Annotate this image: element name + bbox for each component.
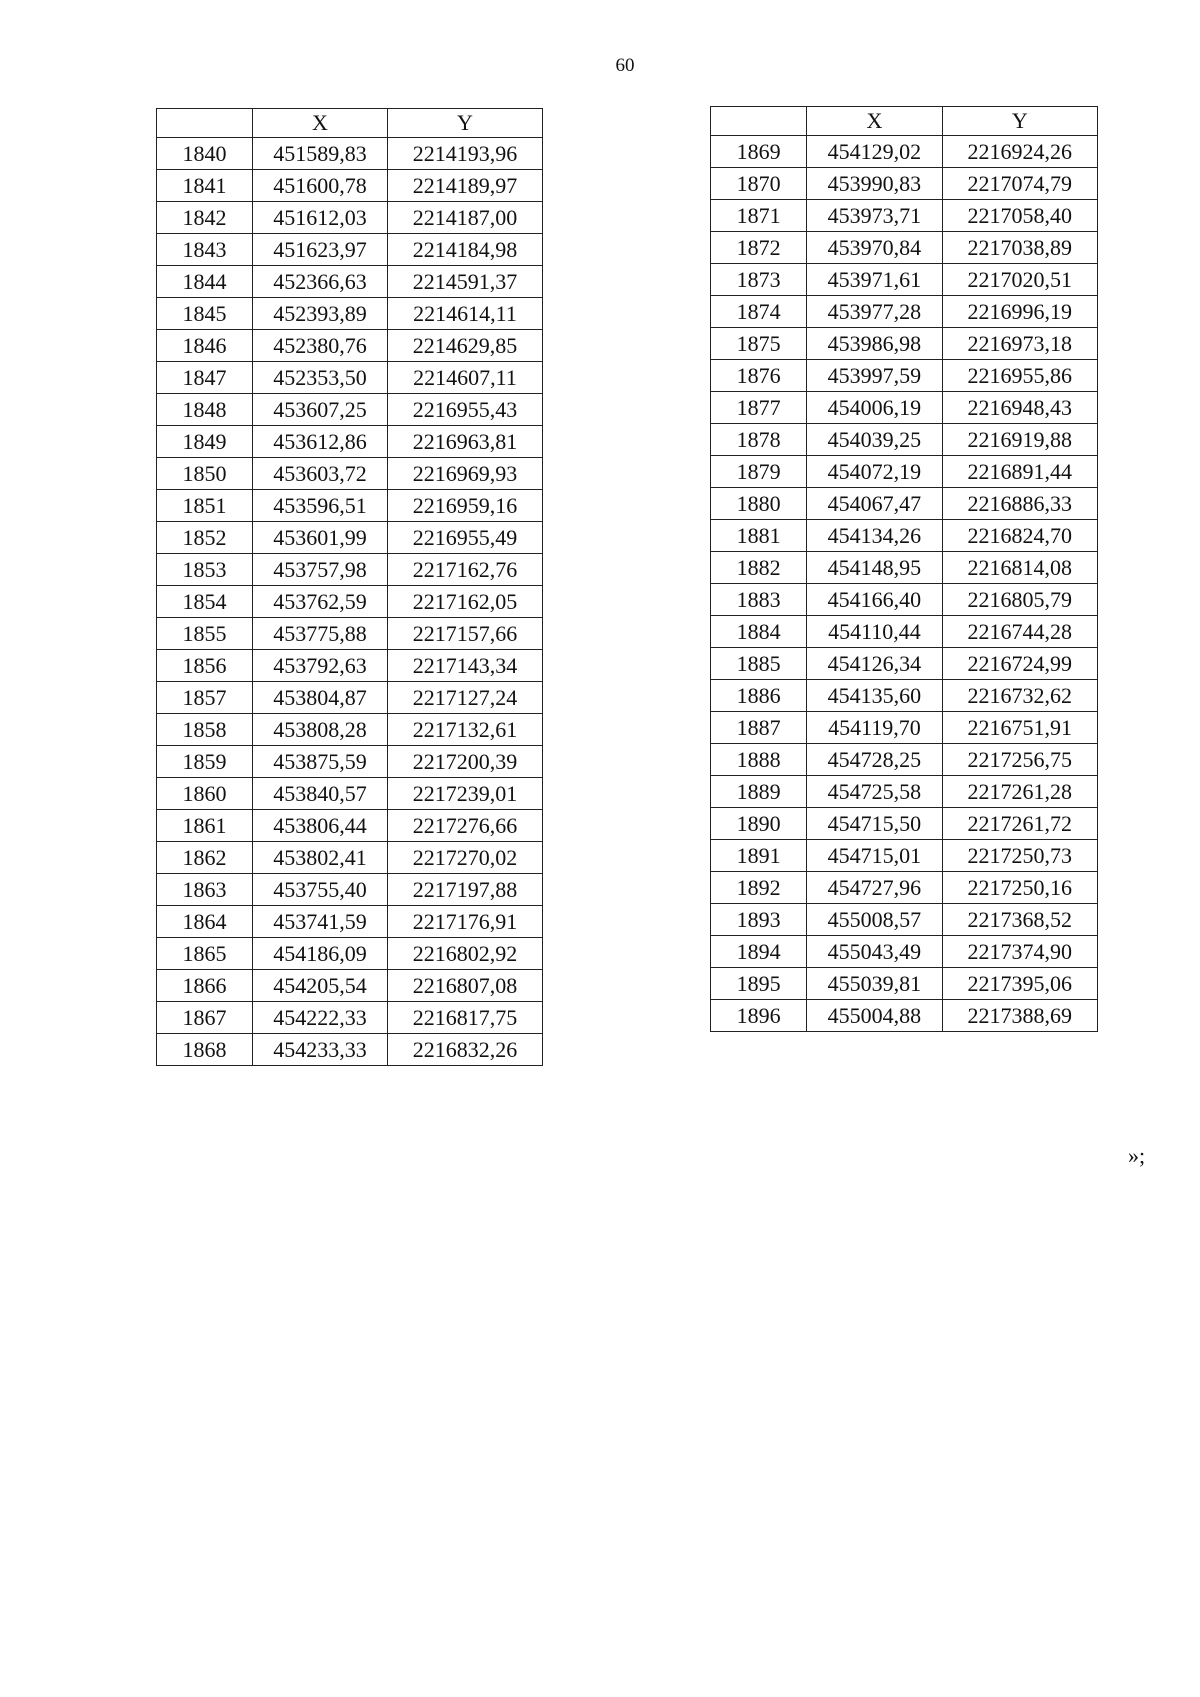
y-coordinate-cell: 2217162,76 <box>388 554 543 586</box>
table-row <box>711 264 1098 296</box>
x-coordinate-cell: 451623,97 <box>253 234 388 266</box>
y-coordinate-cell: 2217374,90 <box>942 936 1097 968</box>
x-coordinate-cell: 454715,01 <box>807 840 942 872</box>
y-coordinate-cell: 2216832,26 <box>388 1034 543 1066</box>
table-row <box>711 648 1098 680</box>
y-coordinate-cell: 2214187,00 <box>388 202 543 234</box>
table-row <box>157 362 543 394</box>
table-row <box>157 618 543 650</box>
table-row <box>157 714 543 746</box>
table-row <box>157 202 543 234</box>
y-coordinate-cell: 2217020,51 <box>942 264 1097 296</box>
point-number-cell: 1886 <box>711 680 807 712</box>
point-number-cell: 1849 <box>157 426 253 458</box>
y-coordinate-cell: 2216948,43 <box>942 392 1097 424</box>
x-coordinate-cell: 454725,58 <box>807 776 942 808</box>
point-number-cell: 1891 <box>711 840 807 872</box>
x-coordinate-cell: 453762,59 <box>253 586 388 618</box>
x-coordinate-cell: 454186,09 <box>253 938 388 970</box>
y-coordinate-cell: 2216924,26 <box>942 136 1097 168</box>
x-coordinate-cell: 453997,59 <box>807 360 942 392</box>
table-row <box>711 392 1098 424</box>
point-number-cell: 1875 <box>711 328 807 360</box>
point-number-cell: 1850 <box>157 458 253 490</box>
table-row <box>711 712 1098 744</box>
table-row <box>157 554 543 586</box>
y-coordinate-cell: 2217176,91 <box>388 906 543 938</box>
table-row <box>157 330 543 362</box>
table-row <box>157 458 543 490</box>
x-coordinate-cell: 454728,25 <box>807 744 942 776</box>
x-coordinate-cell: 454135,60 <box>807 680 942 712</box>
point-number-cell: 1846 <box>157 330 253 362</box>
point-number-cell: 1856 <box>157 650 253 682</box>
x-coordinate-cell: 453741,59 <box>253 906 388 938</box>
table-row <box>157 234 543 266</box>
table-row <box>711 328 1098 360</box>
y-coordinate-cell: 2216817,75 <box>388 1002 543 1034</box>
x-coordinate-cell: 455004,88 <box>807 1000 942 1032</box>
point-number-cell: 1845 <box>157 298 253 330</box>
y-coordinate-cell: 2217038,89 <box>942 232 1097 264</box>
point-number-cell: 1879 <box>711 456 807 488</box>
y-coordinate-cell: 2216959,16 <box>388 490 543 522</box>
table-row <box>157 266 543 298</box>
table-row <box>157 938 543 970</box>
y-coordinate-cell: 2216886,33 <box>942 488 1097 520</box>
table-row <box>711 1000 1098 1032</box>
y-coordinate-cell: 2217157,66 <box>388 618 543 650</box>
point-number-cell: 1892 <box>711 872 807 904</box>
table-row <box>711 680 1098 712</box>
x-coordinate-cell: 455008,57 <box>807 904 942 936</box>
point-number-cell: 1872 <box>711 232 807 264</box>
y-coordinate-cell: 2217276,66 <box>388 810 543 842</box>
table-row <box>157 778 543 810</box>
point-number-cell: 1855 <box>157 618 253 650</box>
x-coordinate-cell: 453977,28 <box>807 296 942 328</box>
column-header-y: Y <box>388 109 543 138</box>
x-coordinate-cell: 455043,49 <box>807 936 942 968</box>
point-number-cell: 1863 <box>157 874 253 906</box>
table-row <box>711 776 1098 808</box>
y-coordinate-cell: 2214591,37 <box>388 266 543 298</box>
point-number-cell: 1861 <box>157 810 253 842</box>
table-row <box>157 298 543 330</box>
point-number-cell: 1854 <box>157 586 253 618</box>
point-number-cell: 1867 <box>157 1002 253 1034</box>
table-row <box>157 426 543 458</box>
x-coordinate-cell: 454126,34 <box>807 648 942 680</box>
y-coordinate-cell: 2217256,75 <box>942 744 1097 776</box>
x-coordinate-cell: 451600,78 <box>253 170 388 202</box>
coordinates-table-right <box>710 106 1098 1032</box>
x-coordinate-cell: 453755,40 <box>253 874 388 906</box>
column-header-number <box>711 107 807 136</box>
y-coordinate-cell: 2217127,24 <box>388 682 543 714</box>
point-number-cell: 1853 <box>157 554 253 586</box>
table-row <box>157 970 543 1002</box>
x-coordinate-cell: 454727,96 <box>807 872 942 904</box>
y-coordinate-cell: 2217261,72 <box>942 808 1097 840</box>
table-row <box>711 872 1098 904</box>
y-coordinate-cell: 2217368,52 <box>942 904 1097 936</box>
x-coordinate-cell: 453875,59 <box>253 746 388 778</box>
y-coordinate-cell: 2216891,44 <box>942 456 1097 488</box>
x-coordinate-cell: 452380,76 <box>253 330 388 362</box>
y-coordinate-cell: 2214629,85 <box>388 330 543 362</box>
point-number-cell: 1868 <box>157 1034 253 1066</box>
point-number-cell: 1889 <box>711 776 807 808</box>
y-coordinate-cell: 2216963,81 <box>388 426 543 458</box>
x-coordinate-cell: 452393,89 <box>253 298 388 330</box>
table-row <box>157 586 543 618</box>
column-header-number <box>157 109 253 138</box>
x-coordinate-cell: 453970,84 <box>807 232 942 264</box>
x-coordinate-cell: 453792,63 <box>253 650 388 682</box>
y-coordinate-cell: 2214607,11 <box>388 362 543 394</box>
table-row <box>711 840 1098 872</box>
x-coordinate-cell: 453757,98 <box>253 554 388 586</box>
table-header-row <box>711 107 1098 136</box>
x-coordinate-cell: 453596,51 <box>253 490 388 522</box>
x-coordinate-cell: 454222,33 <box>253 1002 388 1034</box>
x-coordinate-cell: 453840,57 <box>253 778 388 810</box>
table-row <box>711 552 1098 584</box>
point-number-cell: 1865 <box>157 938 253 970</box>
x-coordinate-cell: 453990,83 <box>807 168 942 200</box>
x-coordinate-cell: 454067,47 <box>807 488 942 520</box>
table-row <box>711 936 1098 968</box>
point-number-cell: 1880 <box>711 488 807 520</box>
y-coordinate-cell: 2216751,91 <box>942 712 1097 744</box>
x-coordinate-cell: 454166,40 <box>807 584 942 616</box>
y-coordinate-cell: 2217132,61 <box>388 714 543 746</box>
y-coordinate-cell: 2216919,88 <box>942 424 1097 456</box>
point-number-cell: 1859 <box>157 746 253 778</box>
point-number-cell: 1877 <box>711 392 807 424</box>
y-coordinate-cell: 2217250,16 <box>942 872 1097 904</box>
coordinates-table-left <box>156 108 543 1066</box>
y-coordinate-cell: 2216724,99 <box>942 648 1097 680</box>
point-number-cell: 1885 <box>711 648 807 680</box>
y-coordinate-cell: 2217388,69 <box>942 1000 1097 1032</box>
x-coordinate-cell: 454205,54 <box>253 970 388 1002</box>
table-row <box>711 360 1098 392</box>
table-row <box>157 1034 543 1066</box>
x-coordinate-cell: 453986,98 <box>807 328 942 360</box>
y-coordinate-cell: 2216802,92 <box>388 938 543 970</box>
table-row <box>711 744 1098 776</box>
table-row <box>711 616 1098 648</box>
point-number-cell: 1864 <box>157 906 253 938</box>
point-number-cell: 1848 <box>157 394 253 426</box>
x-coordinate-cell: 453802,41 <box>253 842 388 874</box>
point-number-cell: 1876 <box>711 360 807 392</box>
table-row <box>711 904 1098 936</box>
y-coordinate-cell: 2216814,08 <box>942 552 1097 584</box>
table-row <box>711 808 1098 840</box>
x-coordinate-cell: 453612,86 <box>253 426 388 458</box>
x-coordinate-cell: 454233,33 <box>253 1034 388 1066</box>
y-coordinate-cell: 2217239,01 <box>388 778 543 810</box>
y-coordinate-cell: 2217250,73 <box>942 840 1097 872</box>
x-coordinate-cell: 453806,44 <box>253 810 388 842</box>
y-coordinate-cell: 2216955,86 <box>942 360 1097 392</box>
x-coordinate-cell: 453775,88 <box>253 618 388 650</box>
point-number-cell: 1852 <box>157 522 253 554</box>
table-row <box>711 424 1098 456</box>
y-coordinate-cell: 2214193,96 <box>388 138 543 170</box>
y-coordinate-cell: 2216969,93 <box>388 458 543 490</box>
column-header-x: X <box>253 109 388 138</box>
y-coordinate-cell: 2217261,28 <box>942 776 1097 808</box>
table-row <box>711 136 1098 168</box>
point-number-cell: 1841 <box>157 170 253 202</box>
point-number-cell: 1896 <box>711 1000 807 1032</box>
point-number-cell: 1842 <box>157 202 253 234</box>
y-coordinate-cell: 2217270,02 <box>388 842 543 874</box>
column-header-x: X <box>807 107 942 136</box>
page-number: 60 <box>615 55 635 76</box>
column-header-y: Y <box>942 107 1097 136</box>
table-row <box>157 906 543 938</box>
point-number-cell: 1882 <box>711 552 807 584</box>
y-coordinate-cell: 2214614,11 <box>388 298 543 330</box>
y-coordinate-cell: 2217143,34 <box>388 650 543 682</box>
table-row <box>711 232 1098 264</box>
point-number-cell: 1884 <box>711 616 807 648</box>
point-number-cell: 1871 <box>711 200 807 232</box>
x-coordinate-cell: 452353,50 <box>253 362 388 394</box>
table-header-row <box>157 109 543 138</box>
table-row <box>157 138 543 170</box>
y-coordinate-cell: 2216955,49 <box>388 522 543 554</box>
x-coordinate-cell: 451589,83 <box>253 138 388 170</box>
point-number-cell: 1847 <box>157 362 253 394</box>
x-coordinate-cell: 454110,44 <box>807 616 942 648</box>
closing-quote-mark: »; <box>1128 1143 1146 1168</box>
x-coordinate-cell: 454129,02 <box>807 136 942 168</box>
point-number-cell: 1887 <box>711 712 807 744</box>
y-coordinate-cell: 2214184,98 <box>388 234 543 266</box>
table-row <box>711 296 1098 328</box>
table-row <box>711 200 1098 232</box>
x-coordinate-cell: 454119,70 <box>807 712 942 744</box>
table-row <box>711 584 1098 616</box>
point-number-cell: 1890 <box>711 808 807 840</box>
table-row <box>711 968 1098 1000</box>
x-coordinate-cell: 452366,63 <box>253 266 388 298</box>
table-row <box>157 682 543 714</box>
table-body-left <box>157 138 543 1066</box>
x-coordinate-cell: 453601,99 <box>253 522 388 554</box>
x-coordinate-cell: 451612,03 <box>253 202 388 234</box>
point-number-cell: 1869 <box>711 136 807 168</box>
y-coordinate-cell: 2216744,28 <box>942 616 1097 648</box>
table-row <box>157 522 543 554</box>
x-coordinate-cell: 454715,50 <box>807 808 942 840</box>
y-coordinate-cell: 2217395,06 <box>942 968 1097 1000</box>
y-coordinate-cell: 2216824,70 <box>942 520 1097 552</box>
table-row <box>711 520 1098 552</box>
point-number-cell: 1893 <box>711 904 807 936</box>
table-body-right <box>711 136 1098 1032</box>
y-coordinate-cell: 2216973,18 <box>942 328 1097 360</box>
y-coordinate-cell: 2216996,19 <box>942 296 1097 328</box>
point-number-cell: 1860 <box>157 778 253 810</box>
point-number-cell: 1851 <box>157 490 253 522</box>
x-coordinate-cell: 453971,61 <box>807 264 942 296</box>
point-number-cell: 1840 <box>157 138 253 170</box>
point-number-cell: 1858 <box>157 714 253 746</box>
point-number-cell: 1870 <box>711 168 807 200</box>
y-coordinate-cell: 2217074,79 <box>942 168 1097 200</box>
point-number-cell: 1862 <box>157 842 253 874</box>
table-row <box>711 488 1098 520</box>
x-coordinate-cell: 453607,25 <box>253 394 388 426</box>
table-row <box>157 490 543 522</box>
x-coordinate-cell: 453603,72 <box>253 458 388 490</box>
point-number-cell: 1883 <box>711 584 807 616</box>
table-row <box>157 810 543 842</box>
x-coordinate-cell: 453804,87 <box>253 682 388 714</box>
y-coordinate-cell: 2216807,08 <box>388 970 543 1002</box>
point-number-cell: 1881 <box>711 520 807 552</box>
y-coordinate-cell: 2217162,05 <box>388 586 543 618</box>
y-coordinate-cell: 2217200,39 <box>388 746 543 778</box>
y-coordinate-cell: 2216732,62 <box>942 680 1097 712</box>
x-coordinate-cell: 454039,25 <box>807 424 942 456</box>
y-coordinate-cell: 2216955,43 <box>388 394 543 426</box>
point-number-cell: 1866 <box>157 970 253 1002</box>
point-number-cell: 1878 <box>711 424 807 456</box>
table-row <box>157 746 543 778</box>
x-coordinate-cell: 453973,71 <box>807 200 942 232</box>
y-coordinate-cell: 2217058,40 <box>942 200 1097 232</box>
point-number-cell: 1874 <box>711 296 807 328</box>
y-coordinate-cell: 2214189,97 <box>388 170 543 202</box>
x-coordinate-cell: 453808,28 <box>253 714 388 746</box>
point-number-cell: 1844 <box>157 266 253 298</box>
point-number-cell: 1873 <box>711 264 807 296</box>
y-coordinate-cell: 2216805,79 <box>942 584 1097 616</box>
x-coordinate-cell: 454134,26 <box>807 520 942 552</box>
table-row <box>157 1002 543 1034</box>
point-number-cell: 1843 <box>157 234 253 266</box>
table-row <box>711 168 1098 200</box>
table-row <box>711 456 1098 488</box>
table-row <box>157 842 543 874</box>
point-number-cell: 1857 <box>157 682 253 714</box>
table-row <box>157 170 543 202</box>
x-coordinate-cell: 454072,19 <box>807 456 942 488</box>
table-row <box>157 650 543 682</box>
x-coordinate-cell: 454006,19 <box>807 392 942 424</box>
y-coordinate-cell: 2217197,88 <box>388 874 543 906</box>
table-row <box>157 394 543 426</box>
point-number-cell: 1888 <box>711 744 807 776</box>
table-row <box>157 874 543 906</box>
point-number-cell: 1894 <box>711 936 807 968</box>
point-number-cell: 1895 <box>711 968 807 1000</box>
x-coordinate-cell: 454148,95 <box>807 552 942 584</box>
x-coordinate-cell: 455039,81 <box>807 968 942 1000</box>
